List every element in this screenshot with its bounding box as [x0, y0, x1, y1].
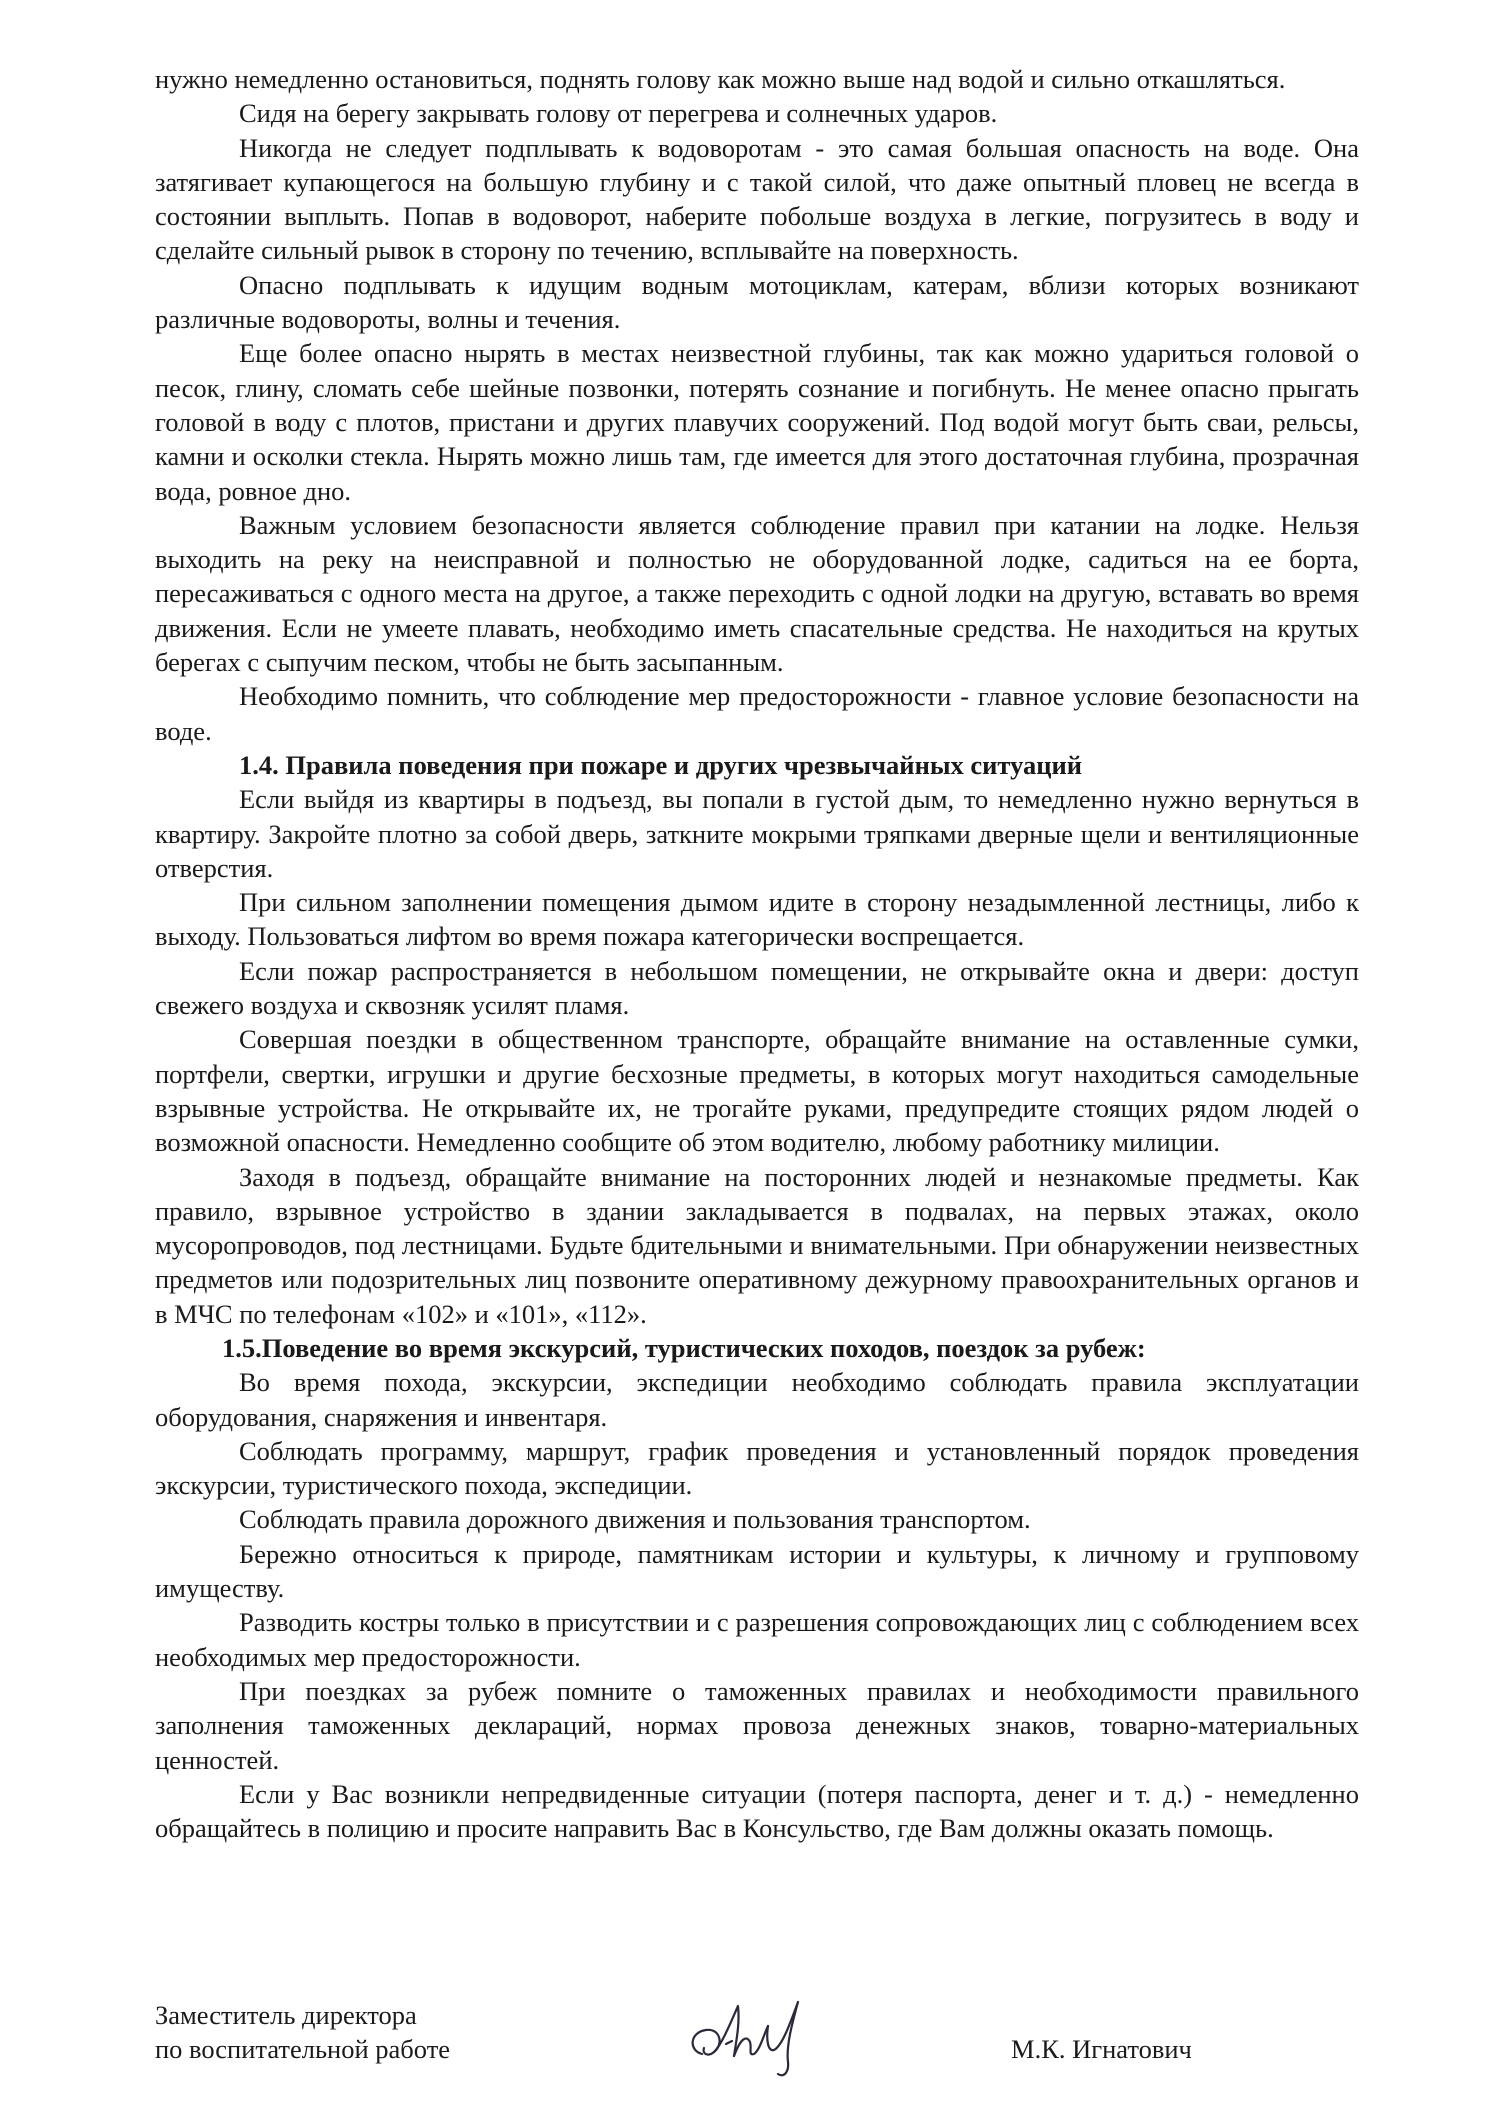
- paragraph: При поездках за рубеж помните о таможенных правилах и необходимости правильного заполнения таможенных деклараций, нормах провоза денежных знаков, товарно-материальных ценностей.: [155, 1675, 1359, 1775]
- paragraph: Разводить костры только в присутствии и с разрешения сопровождающих лиц с соблюдением всех необходимых мер предосторожности.: [155, 1607, 1359, 1672]
- paragraph: Сидя на берегу закрывать голову от перегрева и солнечных ударов.: [239, 98, 998, 129]
- paragraph: Соблюдать правила дорожного движения и пользования транспортом.: [239, 1504, 1031, 1535]
- paragraph: Заходя в подъезд, обращайте внимание на посторонних людей и незнакомые предметы. Как правило, взрывное устройство в здании закладывается в подвалах, на первых этажах, около мусоропроводов, под лестницами. Будьте бдительными и внимательными. При обнаружении неизвестных предметов или подозрительных лиц позвоните оперативному дежурному правоохранительных органов и в МЧС по телефонам «102» и «101», «112».: [155, 1161, 1359, 1329]
- paragraph: Еще более опасно нырять в местах неизвестной глубины, так как можно удариться головой о песок, глину, сломать себе шейные позвонки, потерять сознание и погибнуть. Не менее опасно прыгать головой в воду с плотов, пристани и других плавучих сооружений. Под водой могут быть сваи, рельсы, камни и осколки стекла. Нырять можно лишь там, где имеется для этого достаточная глубина, прозрачная вода, ровное дно.: [155, 338, 1359, 506]
- signer-position-line: по воспитательной работе: [155, 2034, 451, 2065]
- paragraph: При сильном заполнении помещения дымом идите в сторону незадымленной лестницы, либо к выходу. Пользоваться лифтом во время пожара категорически воспрещается.: [155, 887, 1359, 952]
- paragraph: Если у Вас возникли непредвиденные ситуации (потеря паспорта, денег и т. д.) - немедленно обращайтесь в полицию и просите направить Вас в Консульство, где Вам должны оказать помощь.: [155, 1778, 1359, 1844]
- paragraph: Необходимо помнить, что соблюдение мер предосторожности - главное условие безопасности на воде.: [155, 681, 1359, 746]
- continuation-paragraph: нужно немедленно остановиться, поднять голову как можно выше над водой и сильно откашляться.: [155, 64, 1286, 94]
- document-body: [155, 62, 1359, 1845]
- paragraph: Бережно относиться к природе, памятникам истории и культуры, к личному и групповому имуществу.: [155, 1538, 1359, 1604]
- paragraph: Важным условием безопасности является соблюдение правил при катании на лодке. Нельзя выходить на реку на неисправной и полностью не оборудованной лодке, садиться на ее борта, пересаживаться с одного места на другое, а также переходить с одной лодки на другую, вставать во время движения. Если не умеете плавать, необходимо иметь спасательные средства. Не находиться на крутых берегах с сыпучим песком, чтобы не быть засыпанным.: [155, 509, 1359, 678]
- paragraph: Если пожар распространяется в небольшом помещении, не открывайте окна и двери: доступ свежего воздуха и сквозняк усилят пламя.: [155, 955, 1359, 1021]
- signer-position: [155, 1998, 675, 2067]
- paragraph: Соблюдать программу, маршрут, график проведения и установленный порядок проведения экскурсии, туристического похода, экспедиции.: [155, 1435, 1359, 1501]
- signer-name: М.К. Игнатович: [1011, 2034, 1192, 2064]
- paragraph: Никогда не следует подплывать к водоворотам - это самая большая опасность на воде. Она затягивает купающегося на большую глубину и с такой силой, что даже опытный пловец не всегда в состоянии выплыть. Попав в водоворот, наберите побольше воздуха в легкие, погрузитесь в воду и сделайте сильный рывок в сторону по течению, всплывайте на поверхность.: [155, 132, 1359, 266]
- paragraph: Если выйдя из квартиры в подъезд, вы попали в густой дым, то немедленно нужно вернуться в квартиру. Закройте плотно за собой дверь, заткните мокрыми тряпками дверные щели и вентиляционные отверстия.: [155, 784, 1359, 883]
- signer-position-line: Заместитель директора: [155, 2000, 417, 2030]
- handwritten-signature: [680, 1984, 820, 2084]
- paragraph: Совершая поездки в общественном транспорте, обращайте внимание на оставленные сумки, портфели, свертки, игрушки и другие бесхозные предметы, в которых могут находиться самодельные взрывные устройства. Не открывайте их, не трогайте руками, предупредите стоящих рядом людей о возможной опасности. Немедленно сообщите об этом водителю, любому работнику милиции.: [155, 1024, 1359, 1158]
- section-heading-1-5: 1.5.Поведение во время экскурсий, туристических походов, поездок за рубеж:: [222, 1332, 1146, 1363]
- paragraph: Опасно подплывать к идущим водным мотоциклам, катерам, вблизи которых возникают различные водовороты, волны и течения.: [155, 269, 1359, 335]
- section-heading-1-4: 1.4. Правила поведения при пожаре и других чрезвычайных ситуаций: [239, 749, 1083, 780]
- paragraph: Во время похода, экскурсии, экспедиции необходимо соблюдать правила эксплуатации оборудования, снаряжения и инвентаря.: [155, 1367, 1359, 1432]
- signature-block: [0, 1996, 1511, 2106]
